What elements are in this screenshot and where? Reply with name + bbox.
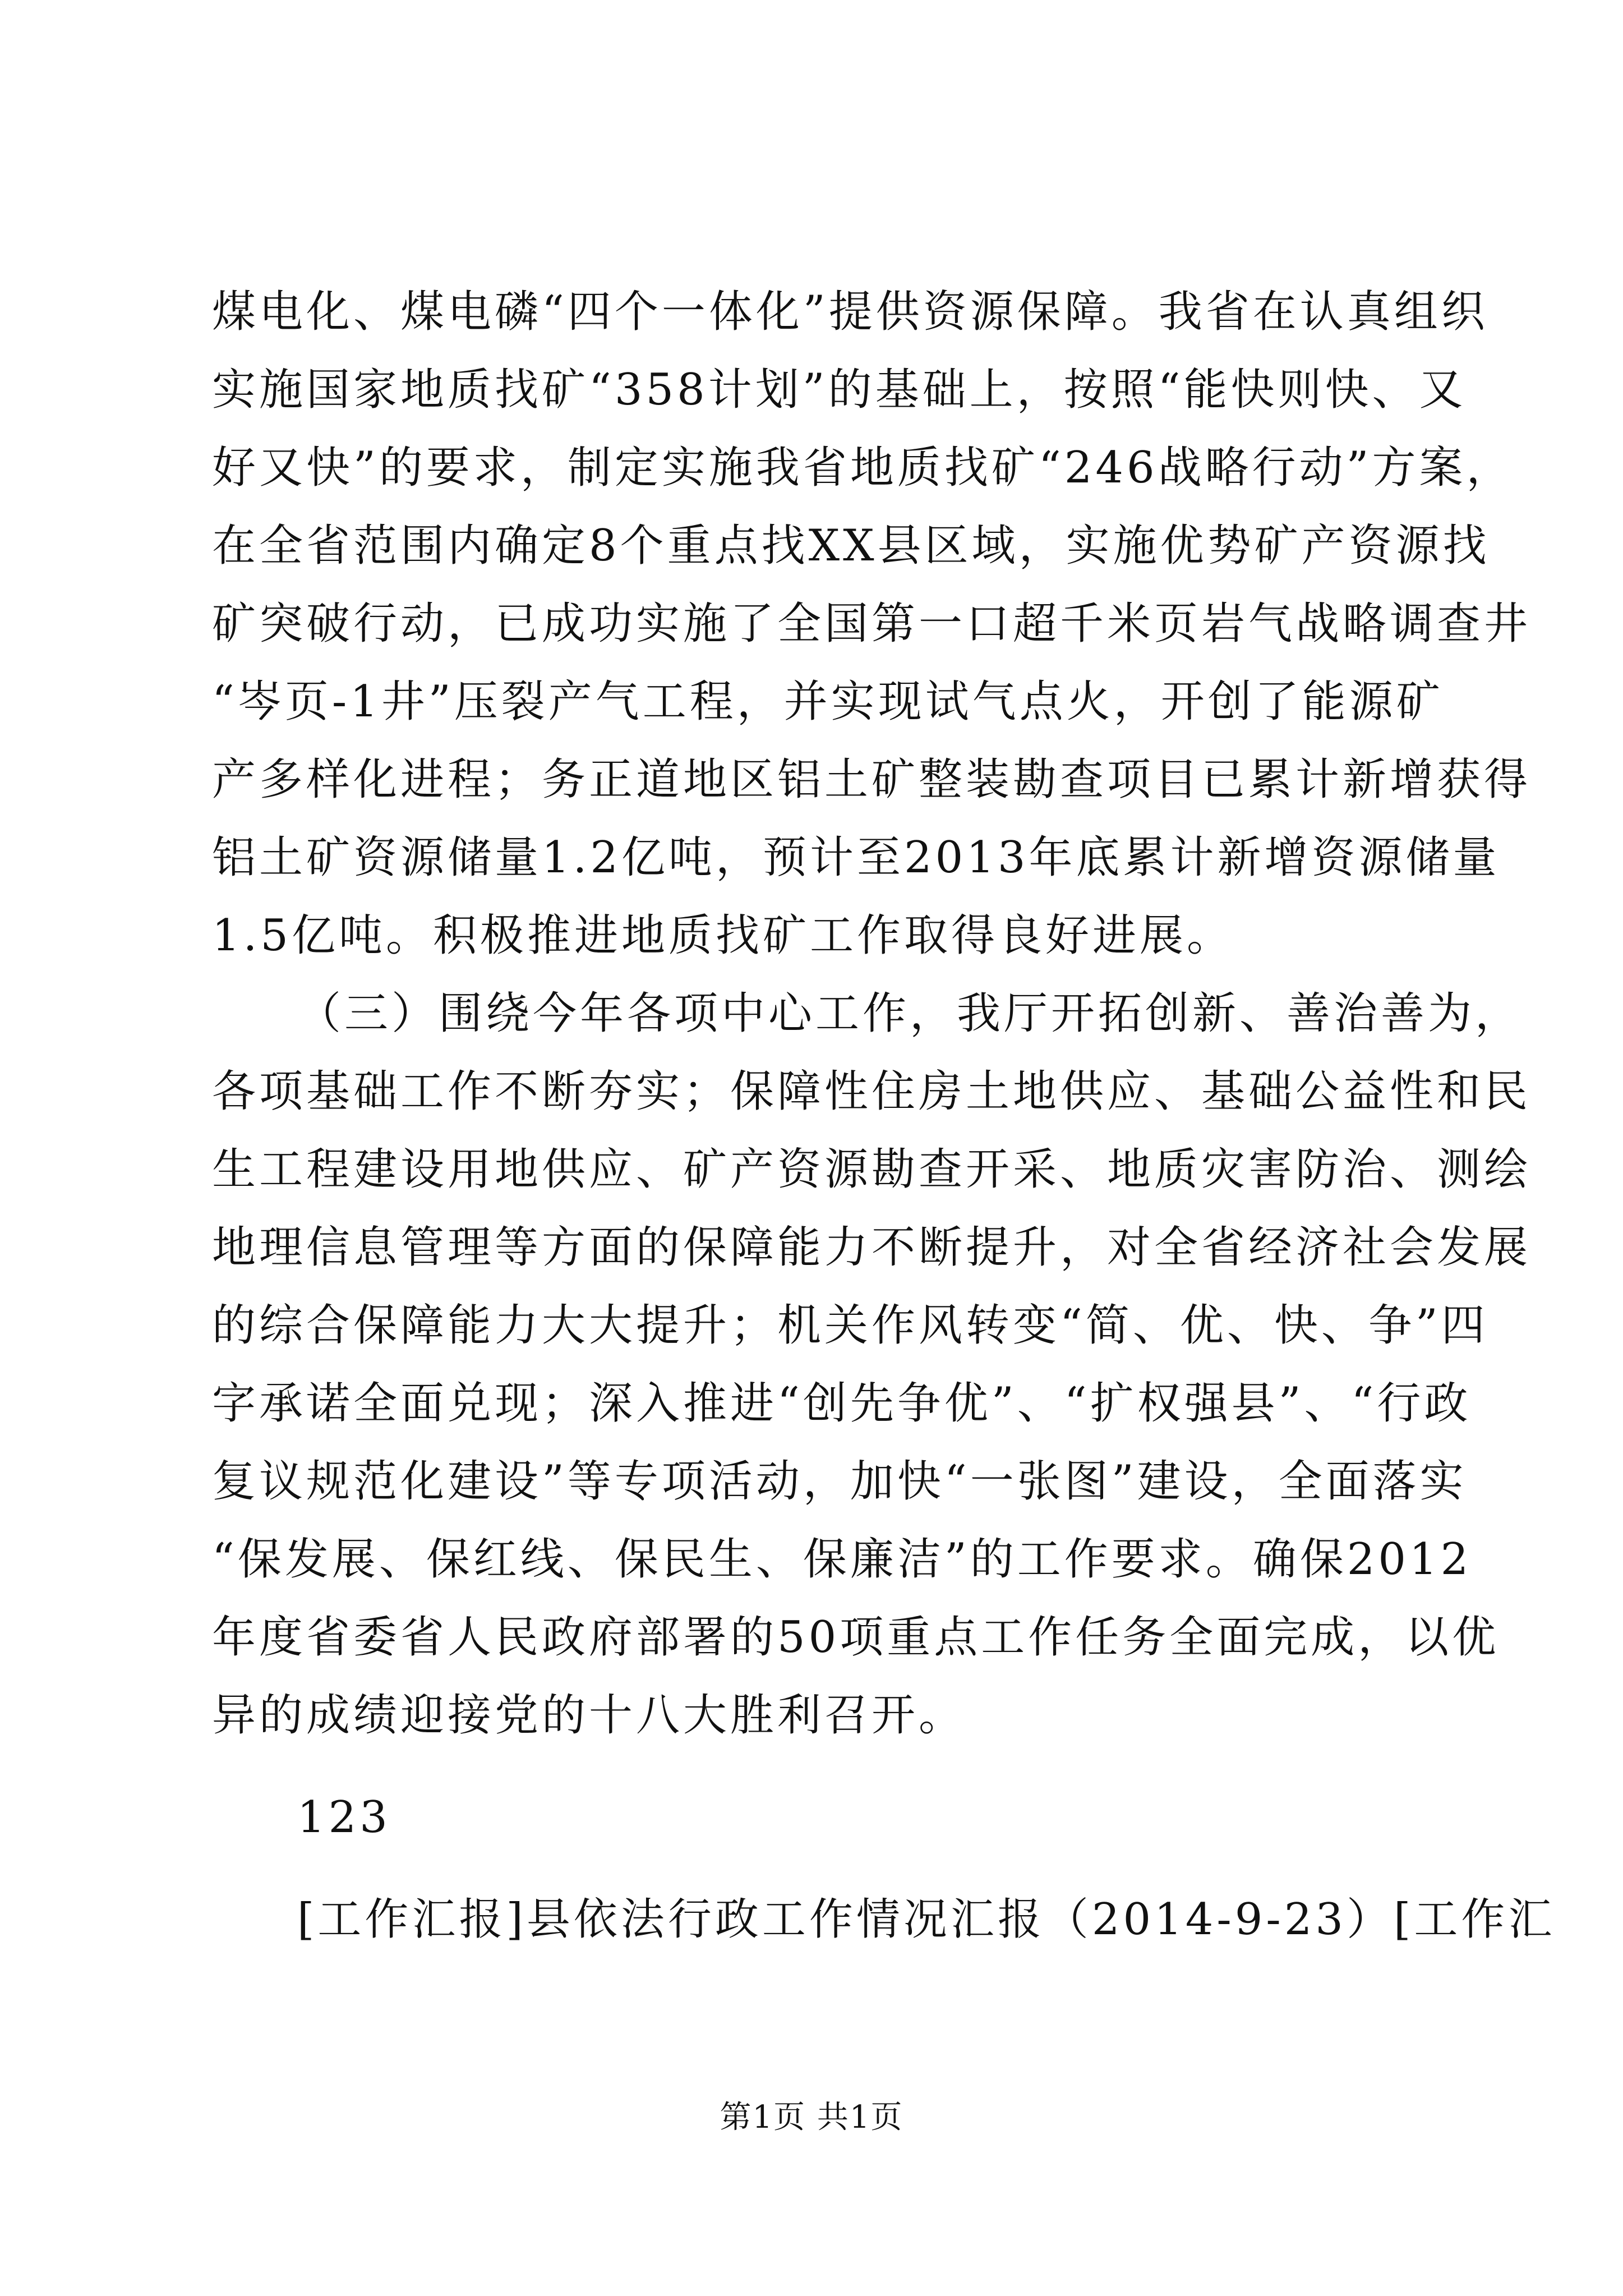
body-text-line: 的综合保障能力大大提升；机关作风转变“简、优、快、争”四	[212, 1300, 1488, 1351]
body-text-line: 矿突破行动，已成功实施了全国第一口超千米页岩气战略调查井	[212, 599, 1532, 649]
body-text-line: 复议规范化建设”等专项活动，加快“一张图”建设，全面落实	[212, 1456, 1467, 1507]
body-text-line: 好又快”的要求，制定实施我省地质找矿“246战略行动”方案，	[212, 443, 1514, 493]
body-text-line: 实施国家地质找矿“358计划”的基础上，按照“能快则快、又	[212, 365, 1467, 415]
page-footer: 第1页 共1页	[720, 2099, 903, 2136]
body-text-line: 铝土矿资源储量1.2亿吨，预计至2013年底累计新增资源储量	[212, 832, 1500, 883]
body-text-line: 字承诺全面兑现；深入推进“创先争优”、“扩权强县”、“行政	[212, 1378, 1472, 1429]
body-text-line: “岑页-1井”压裂产气工程，并实现试气点火，开创了能源矿	[212, 677, 1444, 727]
page-reference-number: 123	[297, 1792, 391, 1843]
body-text-line: 地理信息管理等方面的保障能力不断提升，对全省经济社会发展	[212, 1222, 1532, 1273]
body-text-line: “保发展、保红线、保民生、保廉洁”的工作要求。确保2012	[212, 1534, 1472, 1585]
body-text-line: 在全省范围内确定8个重点找XX县区域，实施优势矿产资源找	[212, 521, 1490, 571]
body-text-line: 各项基础工作不断夯实；保障性住房土地供应、基础公益性和民	[212, 1066, 1532, 1117]
body-text-line: 1.5亿吨。积极推进地质找矿工作取得良好进展。	[212, 910, 1234, 961]
body-text-line: 年度省委省人民政府部署的50项重点工作任务全面完成，以优	[212, 1612, 1500, 1663]
section-heading-line: （三）围绕今年各项中心工作，我厅开拓创新、善治善为，	[297, 988, 1523, 1039]
body-text-line: 生工程建设用地供应、矿产资源勘查开采、地质灾害防治、测绘	[212, 1144, 1532, 1195]
body-text-line: 煤电化、煤电磷“四个一体化”提供资源保障。我省在认真组织	[212, 287, 1488, 337]
related-report-line: [工作汇报]县依法行政工作情况汇报（2014-9-23）[工作汇	[297, 1894, 1556, 1945]
body-text-line: 异的成绩迎接党的十八大胜利召开。	[212, 1690, 966, 1741]
body-text-line: 产多样化进程；务正道地区铝土矿整装勘查项目已累计新增获得	[212, 754, 1532, 805]
